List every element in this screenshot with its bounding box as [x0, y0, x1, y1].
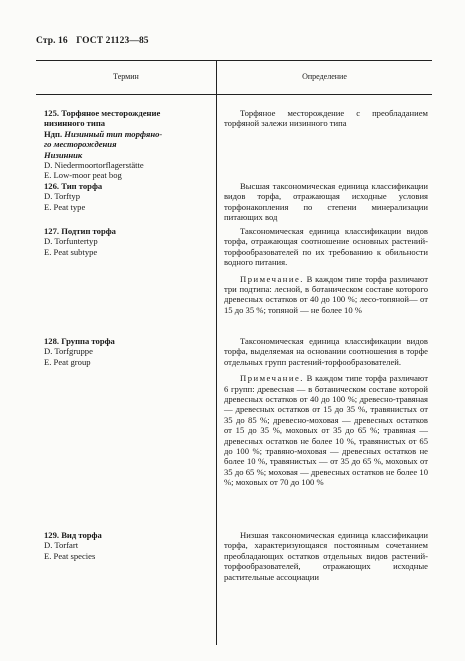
term-german: D. Torfart — [44, 540, 79, 551]
term-english: E. Low-moor peat bog — [44, 170, 122, 181]
definition-127: Таксономическая единица классификации видов торфа, отражающая соотношение основных растений-торфообразователей по их требованию к обильности водного питания. Примечание. В каждом типе торфа различают три подтипа: лесной, в ботаническом составе которого древесных остатков от 40 до 100 %; лесо-топяной— от 15 до 35 %; топяной — не более 10 % — [224, 226, 428, 315]
term-127 — [44, 226, 214, 257]
definition-128: Таксономическая единица классификации видов торфа, выделяемая на основании соотношения в торфе отдельных групп растений-торфообразователей. Примечание. В каждом типе торфа различают 6 групп: древесная — в ботаническом составе которой древесных остатков от 40 до 100 %; древесно-травяная — древесных остатков от 15 до 35 %, травянистых от 35 до 85 %; древесно-моховая — древесных остатков от 15 до 35 %, моховых от 35 до 65 %; травяная — древесных остатков не более 10 %, травянистых от 65 до 100 %; травяно-моховая — древесных остатков не более 10 %, травянистых — от 35 до 65 %, моховых от 35 до 65 %; моховая — древесных остатков не более 10 %; моховых от 70 до 100 % — [224, 336, 428, 488]
terms-table — [36, 60, 432, 645]
note-label: Примечание. — [240, 273, 304, 284]
term-english: E. Peat species — [44, 550, 96, 561]
definition-126: Высшая таксономическая единица классификации видов торфа, отражающая исходные условия торфонакопления по степени минерализации питающих вод — [224, 181, 428, 223]
ndp-prefix: Ндп. — [44, 128, 63, 139]
note-text: В каждом типе торфа различают 6 групп: древесная — в ботаническом составе которой древесных остатков от 40 до 100 %; древесно-травяная — древесных остатков от 15 до 35 %, травянистых от 35 до 85 %; древесно-моховая — древесных остатков от 15 до 35 %, моховых от 35 до 65 %; травяная — древесных остатков не более 10 %, травянистых от 65 до 100 %; травяно-моховая — древесных остатков не более 10 %, травянистых — от 35 до 65 %, моховых от 35 до 65 %; моховая — древесных остатков не более 10 %; моховых от 70 до 100 % — [224, 373, 428, 488]
term-title: 129. Вид торфа — [44, 530, 102, 540]
term-german: D. Niedermoortorflagerstätte — [44, 160, 144, 171]
term-title: 127. Подтип торфа — [44, 226, 116, 236]
column-header-definition: Определение — [302, 72, 347, 81]
column-divider — [216, 60, 217, 645]
term-129 — [44, 530, 214, 561]
term-125 — [44, 108, 214, 181]
term-title: 126. Тип торфа — [44, 181, 103, 191]
term-english: E. Peat subtype — [44, 246, 98, 257]
ndp-term-alt: Низинник — [44, 149, 83, 160]
page-number: Стр. 16 — [36, 36, 68, 46]
term-english: E. Peat type — [44, 201, 86, 212]
definition-125: Торфяное месторождение с преобладанием торфяной залежи низинного типа — [224, 108, 428, 129]
definition-129: Низшая таксономическая единица классификации торфа, характеризующаяся постоянным сочетанием преобладающих остатков отдельных видов растений-торфообразователей, отражающих исходные растительные ассоциации — [224, 530, 428, 582]
term-german: D. Torfgruppe — [44, 346, 93, 357]
term-128 — [44, 336, 214, 367]
term-english: E. Peat group — [44, 356, 91, 367]
note-label: Примечание. — [240, 373, 304, 384]
table-top-border — [36, 60, 432, 61]
header-bottom-border — [36, 94, 432, 95]
term-german: D. Torfuntertyp — [44, 236, 98, 247]
column-header-term: Термин — [113, 72, 139, 81]
standard-number: ГОСТ 21123—85 — [76, 36, 149, 46]
note-text: В каждом типе торфа различают три подтипа: лесной, в ботаническом составе которого древесных остатков от 40 до 100 %; лесо-топяной— от 15 до 35 %; топяной — не более 10 % — [224, 273, 428, 315]
page-header — [36, 36, 155, 46]
term-126 — [44, 181, 214, 212]
term-title-cont: низинного типа — [44, 118, 106, 129]
term-title: 128. Группа торфа — [44, 336, 115, 346]
term-title: 125. Торфяное месторождение — [44, 108, 161, 118]
term-german: D. Torftyp — [44, 191, 80, 202]
ndp-term-cont: го месторождения — [44, 139, 117, 150]
ndp-term: Низинный тип торфяно- — [64, 128, 163, 139]
